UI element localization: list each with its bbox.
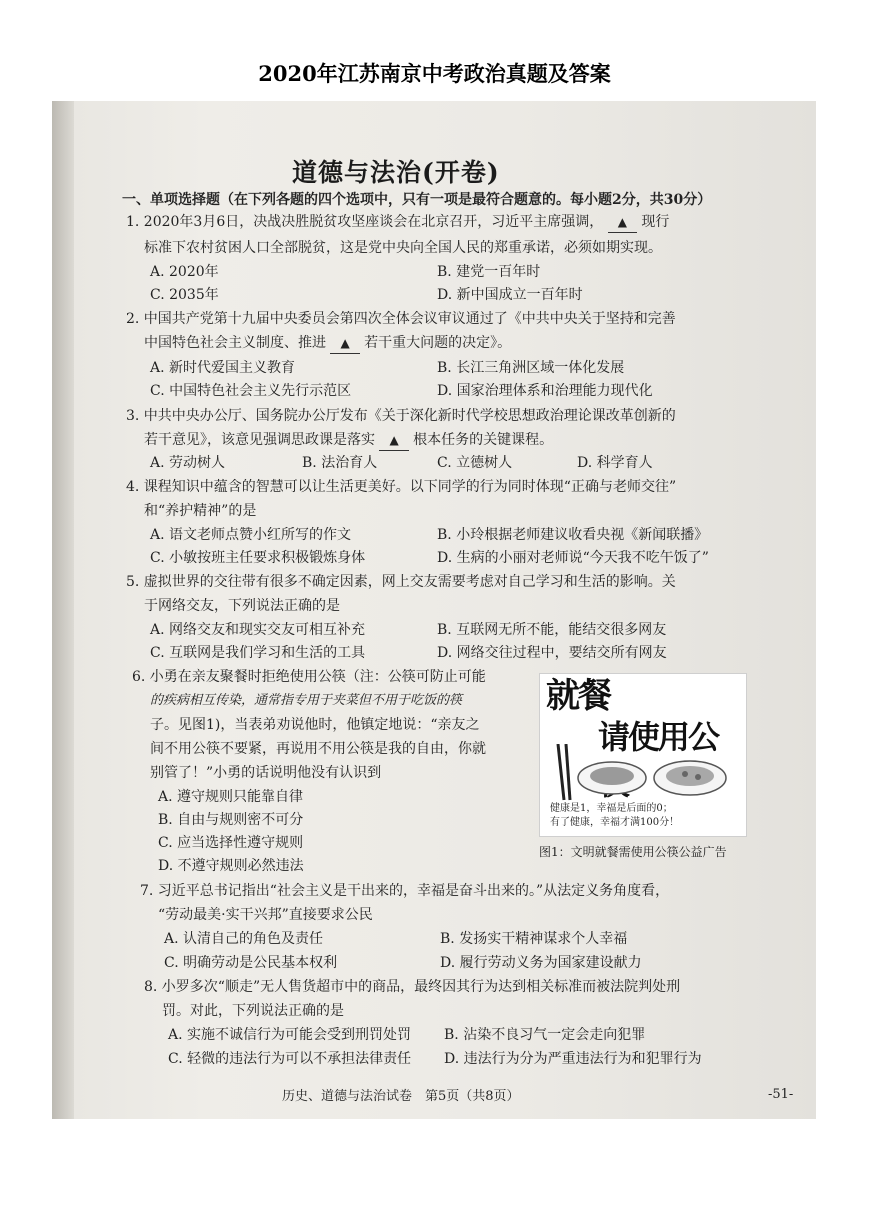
q2-text-b: 若干重大问题的决定》。 — [364, 335, 512, 351]
question-6-line-3: 子。见图1)，当表弟劝说他时，他镇定地说：“亲友之 — [150, 717, 480, 733]
question-8-line-2: 罚。对此，下列说法正确的是 — [162, 1003, 344, 1019]
poster-caption-line-1: 健康是1，幸福是后面的0； — [550, 803, 673, 814]
q2-blank — [330, 333, 359, 354]
q7-option-c: C. 明确劳动是公民基本权利 — [164, 955, 338, 971]
q2-option-b: B. 长江三角洲区域一体化发展 — [437, 360, 625, 376]
question-5-line-2: 于网络交友，下列说法正确的是 — [144, 598, 340, 614]
question-8-line-1: 8. 小罗多次“顺走”无人售货超市中的商品，最终因其行为达到相关标准而被法院判处刑 — [144, 979, 681, 995]
q3-text-b: 根本任务的关键课程。 — [413, 432, 554, 448]
q8-option-a: A. 实施不诚信行为可能会受到刑罚处罚 — [168, 1027, 412, 1043]
exam-page-photo — [52, 101, 816, 1119]
q3-option-a: A. 劳动树人 — [150, 455, 226, 471]
section-heading: 一、单项选择题（在下列各题的四个选项中，只有一项是最符合题意的。每小题2分，共30分） — [122, 192, 712, 208]
q4-option-d: D. 生病的小丽对老师说“今天我不吃午饭了” — [437, 550, 709, 566]
q2-option-d: D. 国家治理体系和治理能力现代化 — [437, 383, 653, 399]
exam-sheet — [52, 101, 816, 1119]
q5-option-d: D. 网络交往过程中，要结交所有网友 — [437, 645, 667, 661]
q1-option-a: A. 2020年 — [150, 264, 219, 280]
poster-caption-line-2: 有了健康，幸福才满100分！ — [550, 817, 680, 828]
public-chopsticks-poster — [539, 673, 747, 837]
poster-caption — [550, 802, 679, 830]
q6-option-d: D. 不遵守规则必然违法 — [158, 858, 304, 874]
q5-option-a: A. 网络交友和现实交友可相互补充 — [150, 622, 366, 638]
question-6-line-4: 间不用公筷不要紧，再说用不用公筷是我的自由，你就 — [150, 741, 486, 757]
q3-option-b: B. 法治育人 — [302, 455, 378, 471]
q1-blank — [608, 212, 637, 233]
q6-text-1: 6. 小勇在亲友聚餐时拒绝使用公筷（注：公筷可防止可能 — [132, 669, 486, 685]
q5-option-c: C. 互联网是我们学习和生活的工具 — [150, 645, 366, 661]
question-2-line-2 — [144, 333, 511, 354]
q2-option-c: C. 中国特色社会主义先行示范区 — [150, 383, 352, 399]
q3-option-c: C. 立德树人 — [437, 455, 513, 471]
q7-option-d: D. 履行劳动义务为国家建设献力 — [440, 955, 642, 971]
q1-blank-mark: ▲ — [617, 215, 627, 229]
q3-option-d: D. 科学育人 — [577, 455, 653, 471]
question-6-line-2: 的疾病相互传染，通常指专用于夹菜但不用于吃饭的筷 — [150, 693, 463, 708]
q5-option-b: B. 互联网无所不能，能结交很多网友 — [437, 622, 667, 638]
q1-text-a: 1. 2020年3月6日，决战决胜脱贫攻坚座谈会在北京召开，习近平主席强调， — [126, 214, 604, 230]
page-number: -51- — [768, 1087, 794, 1102]
question-7-line-1: 7. 习近平总书记指出“社会主义是干出来的，幸福是奋斗出来的。”从法定义务角度看， — [140, 883, 670, 899]
q4-option-a: A. 语文老师点赞小红所写的作文 — [150, 527, 352, 543]
q2-option-a: A. 新时代爱国主义教育 — [150, 360, 296, 376]
question-2-line-1: 2. 中国共产党第十九届中央委员会第四次全体会议审议通过了《中共中央关于坚持和完善 — [126, 311, 676, 327]
figure-1-caption: 图1：文明就餐需使用公筷公益广告 — [539, 845, 727, 859]
q8-option-b: B. 沾染不良习气一定会走向犯罪 — [444, 1027, 646, 1043]
question-3-line-2 — [144, 430, 553, 451]
q8-option-c: C. 轻微的违法行为可以不承担法律责任 — [168, 1051, 412, 1067]
q1-text-b: 现行 — [641, 214, 670, 230]
q8-option-d: D. 违法行为分为严重违法行为和犯罪行为 — [444, 1051, 702, 1067]
q6-option-b: B. 自由与规则密不可分 — [158, 812, 304, 828]
document-title: 2020年江苏南京中考政治真题及答案 — [258, 61, 611, 86]
question-6-line-1 — [132, 667, 486, 687]
q1-option-c: C. 2035年 — [150, 287, 219, 303]
q7-option-b: B. 发扬实干精神谋求个人幸福 — [440, 931, 628, 947]
q1-option-d: D. 新中国成立一百年时 — [437, 287, 583, 303]
question-7-line-2: “劳动最美·实干兴邦”直接要求公民 — [158, 907, 373, 923]
q1-option-b: B. 建党一百年时 — [437, 264, 541, 280]
q2-text-a: 中国特色社会主义制度、推进 — [144, 335, 326, 351]
q3-blank-mark: ▲ — [389, 433, 399, 447]
q7-option-a: A. 认清自己的角色及责任 — [164, 931, 324, 947]
q6-option-c: C. 应当选择性遵守规则 — [158, 835, 304, 851]
section-title: 道德与法治(开卷) — [292, 158, 500, 187]
poster-title-line-1: 就餐 — [546, 676, 610, 716]
question-4-line-2: 和“养护精神”的是 — [144, 503, 257, 519]
q2-blank-mark: ▲ — [340, 336, 350, 350]
poster-title-line-2: 请使用公 — [598, 718, 719, 756]
q3-blank — [379, 430, 408, 451]
q3-text-a: 若干意见》，该意见强调思政课是落实 — [144, 432, 375, 448]
q4-option-b: B. 小玲根据老师建议收看央视《新闻联播》 — [437, 527, 709, 543]
dishes-illustration — [540, 744, 746, 802]
q4-option-c: C. 小敏按班主任要求积极锻炼身体 — [150, 550, 366, 566]
question-3-line-1: 3. 中共中央办公厅、国务院办公厅发布《关于深化新时代学校思想政治理论课改革创新的 — [126, 408, 676, 424]
question-4-line-1: 4. 课程知识中蕴含的智慧可以让生活更美好。以下同学的行为同时体现“正确与老师交往” — [126, 479, 677, 495]
page-footer: 历史、道德与法治试卷 第5页（共8页） — [282, 1089, 520, 1104]
question-5-line-1: 5. 虚拟世界的交往带有很多不确定因素，网上交友需要考虑对自己学习和生活的影响。关 — [126, 574, 676, 590]
question-1-line-2: 标准下农村贫困人口全部脱贫，这是党中央向全国人民的郑重承诺，必须如期实现。 — [144, 240, 662, 256]
question-6-line-5: 别管了！”小勇的话说明他没有认识到 — [150, 765, 382, 781]
question-1-line-1 — [126, 212, 669, 233]
q6-option-a: A. 遵守规则只能靠自律 — [158, 789, 304, 805]
